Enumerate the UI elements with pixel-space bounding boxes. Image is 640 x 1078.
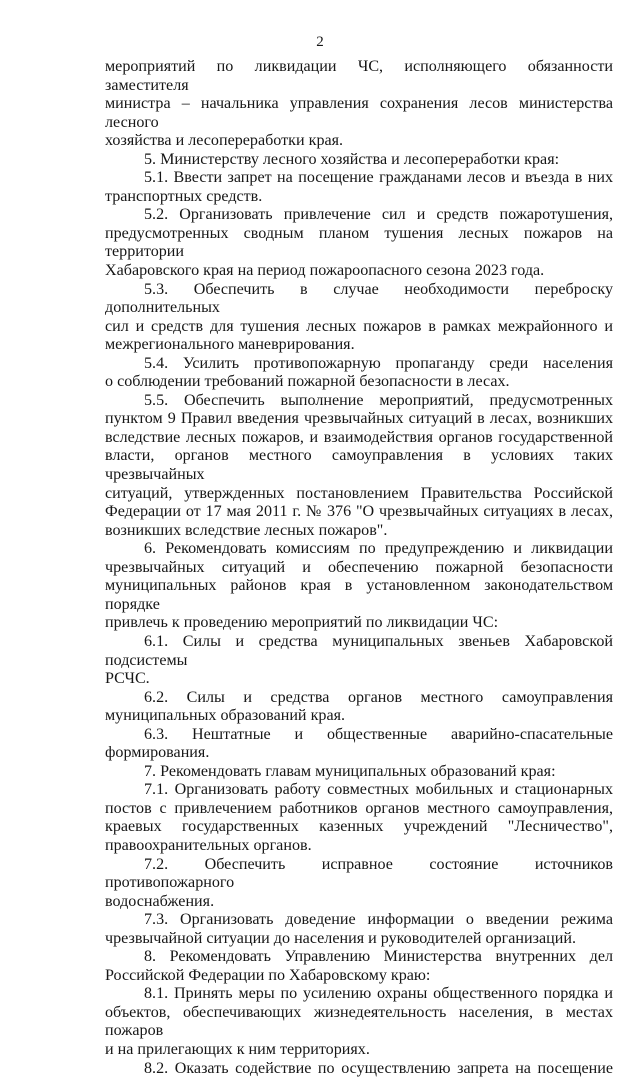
text-line: вследствие лесных пожаров, и взаимодействия органов государственной [105,428,613,446]
text-line: 5.5. Обеспечить выполнение мероприятий, предусмотренных [144,391,613,409]
text-line: 5.3. Обеспечить в случае необходимости переброску дополнительных [105,280,613,317]
text-line: предусмотренных сводным планом тушения лесных пожаров на территории [105,224,613,261]
text-line: 8.2. Оказать содействие по осуществлению запрета на посещение [144,1059,613,1077]
text-line: о соблюдении требований пожарной безопасности в лесах. [105,373,510,391]
document-body [105,58,613,1078]
text-line: водоснабжения. [105,892,215,910]
text-line: 6.2. Силы и средства органов местного самоуправления [144,688,613,706]
text-line: 7.3. Организовать доведение информации о введении режима [144,911,613,929]
text-line: 7. Рекомендовать главам муниципальных образований края: [144,762,556,780]
text-line: власти, органов местного самоуправления в условиях таких чрезвычайных [105,447,613,484]
text-line: 5. Министерству лесного хозяйства и лесопереработки края: [144,150,560,168]
text-line: 6.3. Нештатные и общественные аварийно-спасательные формирования. [105,725,613,762]
text-line: Российской Федерации по Хабаровскому краю: [105,966,431,984]
text-line: 7.2. Обеспечить исправное состояние источников противопожарного [105,855,613,892]
text-line: межрегионального маневрирования. [105,336,355,354]
text-line: пунктом 9 Правил введения чрезвычайных ситуаций в лесах, возникших [105,410,613,428]
text-line: 8. Рекомендовать Управлению Министерства внутренних дел [144,948,613,966]
text-line: привлечь к проведению мероприятий по ликвидации ЧС: [105,614,499,632]
text-line: 5.2. Организовать привлечение сил и средств пожаротушения, [144,206,613,224]
text-line: краевых государственных казенных учреждений "Лесничество", [105,818,613,836]
text-line: министра – начальника управления сохранения лесов министерства лесного [105,95,613,131]
text-line: чрезвычайной ситуации до населения и руководителей организаций. [105,929,576,947]
text-line: Федерации от 17 мая 2011 г. № 376 "О чрезвычайных ситуациях в лесах, [105,503,613,521]
text-line: сил и средств для тушения лесных пожаров в рамках межрайонного и [105,317,613,335]
text-line: 5.4. Усилить противопожарную пропаганду среди населения [144,354,613,372]
text-line: муниципальных районов края в установленном законодательством порядке [105,577,613,613]
text-line: мероприятий по ликвидации ЧС, исполняющего обязанности заместителя [105,58,613,94]
text-line: чрезвычайных ситуаций и обеспечению пожарной безопасности [105,558,613,576]
text-line: правоохранительных органов. [105,836,312,854]
text-line: и на прилегающих к ним территориях. [105,1040,370,1058]
text-line: муниципальных образований края. [105,707,346,725]
text-line: 8.1. Принять меры по усилению охраны общественного порядка и [144,985,613,1003]
text-line: ситуаций, утвержденных постановлением Правительства Российской [105,484,613,502]
text-line: объектов, обеспечивающих жизнедеятельность населения, в местах пожаров [105,1003,613,1040]
page-number: 2 [316,34,324,50]
text-line: РСЧС. [105,670,150,688]
text-line: 6.1. Силы и средства муниципальных звеньев Хабаровской подсистемы [105,632,613,669]
text-line: 5.1. Ввести запрет на посещение гражданами лесов и въезда в них [144,169,613,187]
text-line: транспортных средств. [105,187,263,205]
text-line: 6. Рекомендовать комиссиям по предупреждению и ликвидации [144,540,613,558]
text-line: постов с привлечением работников органов местного самоуправления, [105,799,613,817]
text-line: 7.1. Организовать работу совместных мобильных и стационарных [144,781,613,799]
text-line: Хабаровского края на период пожароопасного сезона 2023 года. [105,262,545,280]
text-line: возникших вследствие лесных пожаров". [105,521,388,539]
text-line: хозяйства и лесопереработки края. [105,132,344,150]
